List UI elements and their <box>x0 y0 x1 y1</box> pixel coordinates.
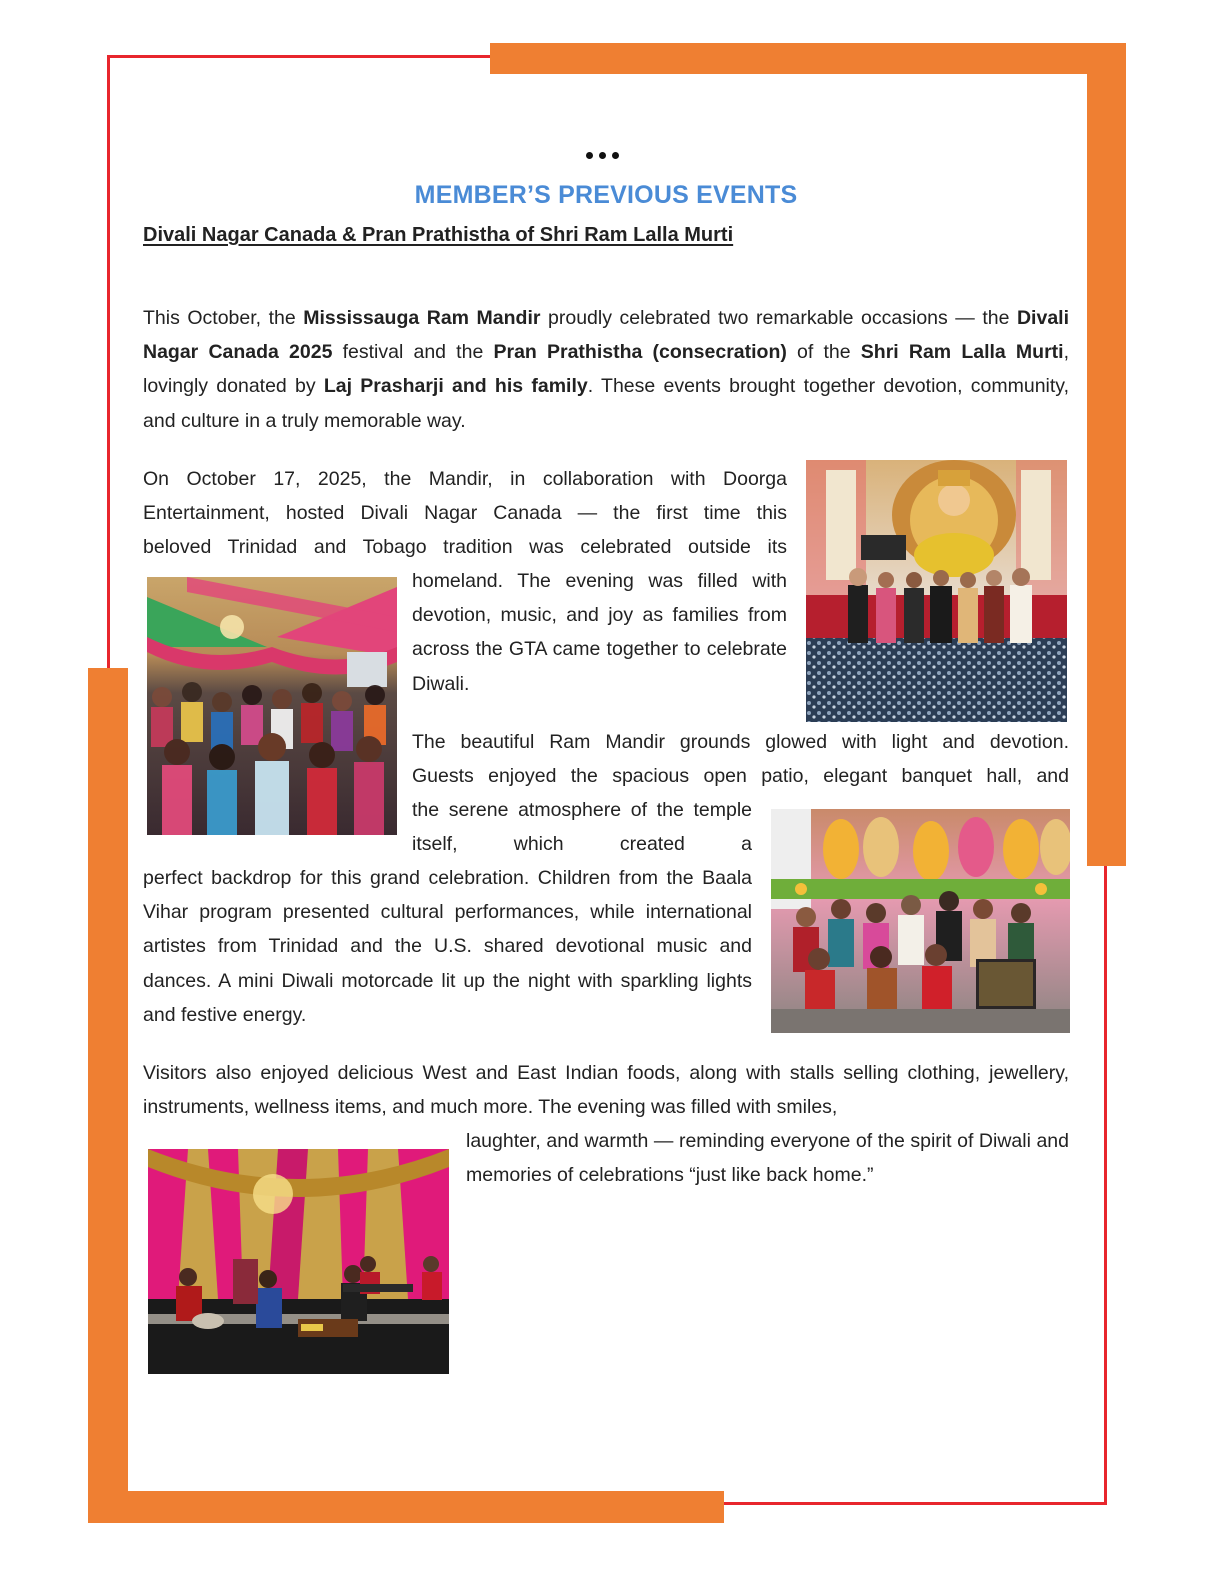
frame-accent-bar-top <box>490 43 1126 74</box>
intro-bold: Laj Prasharji and his family <box>323 375 588 398</box>
frame-accent-bar-left <box>88 668 128 1523</box>
intro-bold: Shri Ram Lalla Murti <box>860 341 1064 364</box>
intro-text: This October, the <box>143 307 304 329</box>
intro-bold: Divali Nagar Canada 2025 <box>143 307 1069 364</box>
intro-paragraph <box>143 301 1069 438</box>
intro-text: festival and the <box>332 341 494 364</box>
photo-banquet-hall-crowd <box>147 577 397 835</box>
intro-text: , lovingly donated by <box>143 341 1069 398</box>
photo-ganesh-murti-group <box>806 460 1067 722</box>
frame-accent-bar-bottom <box>88 1491 724 1523</box>
paragraph-4-continued: laughter, and warmth — reminding everyone of the spirit of Diwali and memories of celebrations “just like back home.” <box>466 1130 1069 1187</box>
intro-text: of the <box>786 341 861 364</box>
paragraph-line: beloved Trinidad and Tobago tradition was celebrated outside its <box>143 536 787 559</box>
intro-bold: Pran Prathistha (consecration) <box>493 341 787 364</box>
paragraph-line: The beautiful Ram Mandir grounds glowed with light and devotion. <box>412 731 1069 753</box>
paragraph-3-line3: the serene atmosphere of the temple itself, which created a <box>412 799 752 856</box>
section-heading: MEMBER’S PREVIOUS EVENTS <box>414 181 798 209</box>
paragraph-line: On October 17, 2025, the Mandir, in collaboration with Doorga <box>143 468 787 490</box>
ellipsis-icon <box>586 152 619 159</box>
frame-accent-bar-right <box>1087 43 1126 866</box>
intro-bold: Mississauga Ram Mandir <box>303 307 541 329</box>
photo-musicians-stage <box>148 1149 449 1374</box>
paragraph-2-continued: homeland. The evening was filled with devotion, music, and joy as families from across the GTA came together to celebrate Diwali. <box>412 570 787 695</box>
paragraph-line: Guests enjoyed the spacious open patio, elegant banquet hall, and <box>412 765 1069 788</box>
intro-text: proudly celebrated two remarkable occasions — the <box>540 307 1017 329</box>
paragraph-4-lead: Visitors also enjoyed delicious West and East Indian foods, along with stalls selling clothing, jewellery, instruments, wellness items, and much more. The evening was filled with smiles, <box>143 1062 1069 1119</box>
photo-temple-group-seated <box>771 809 1070 1033</box>
paragraph-2-lines <box>143 462 787 565</box>
paragraph-3-lines <box>412 725 1069 793</box>
paragraph-line: Entertainment, hosted Divali Nagar Canada — the first time this <box>143 502 787 525</box>
paragraph-3-continued: perfect backdrop for this grand celebration. Children from the Baala Vihar program presented cultural performances, while international artistes from Trinidad and the U.S. shared devotional music and dances. A mini Diwali motorcade lit up the night with sparkling lights and festive energy. <box>143 867 752 1026</box>
intro-text: . These events brought together devotion, community, and culture in a truly memorable way. <box>143 375 1070 432</box>
event-title: Divali Nagar Canada & Pran Prathistha of Shri Ram Lalla Murti <box>143 224 734 246</box>
